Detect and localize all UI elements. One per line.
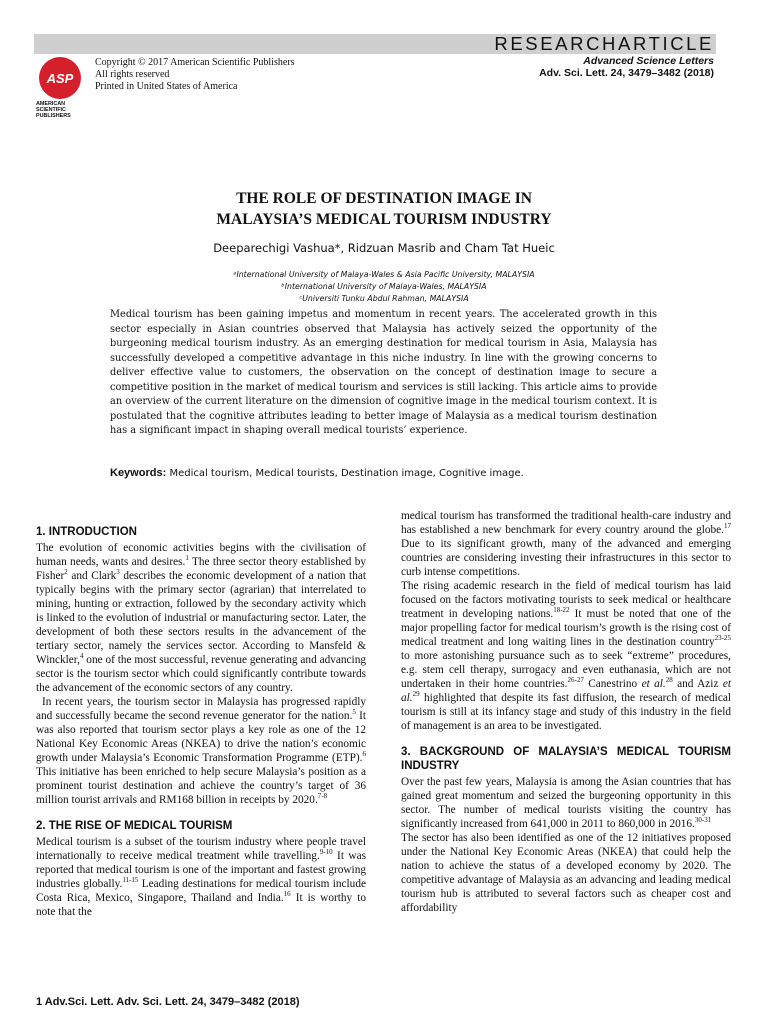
paragraph: medical tourism has transformed the traditional health-care industry and has established a new benchmark for every country around the globe.$^{17}$ Due to its significant growth, many of the advanced and emerging countries are considering investing their infrastructures in this sector to curb intense competitions. xyxy=(401,510,731,578)
affiliations xyxy=(0,269,768,305)
right-column xyxy=(401,509,731,915)
article-type: RESEARCHARTICLE xyxy=(494,33,714,54)
keywords xyxy=(110,467,670,479)
logo-text: AMERICAN SCIENTIFIC PUBLISHERS xyxy=(36,101,71,119)
copyright-line: All rights reserved xyxy=(95,69,170,80)
page-footer: 1 Adv.Sci. Lett. Adv. Sci. Lett. 24, 3479–3482 (2018) xyxy=(36,996,300,1008)
asp-logo-icon: ASP xyxy=(39,57,81,99)
copyright-line: Printed in United States of America xyxy=(95,81,238,92)
title-line: THE ROLE OF DESTINATION IMAGE IN xyxy=(236,190,532,207)
paragraph: Over the past few years, Malaysia is among the Asian countries that has gained great momentum and seized the burgeoning opportunity in this sector. The number of medical tourists visiting the country has significantly increased from 641,000 in 2011 to 860,000 in 2016.$^{30-31}$ xyxy=(401,776,731,830)
publisher-logo xyxy=(36,57,96,119)
paper-title xyxy=(0,188,768,230)
paragraph: Medical tourism is a subset of the tourism industry where people travel internationally to receive medical treatment while travelling.$^{9-10}$ It was reported that medical tourism is one of the important and fastest growing industries globally.$^{11-15}$ Leading destinations for medical tourism include Costa Rica, Mexico, Singapore, Thailand and India.$^{16}$ It is worthy to note that the xyxy=(36,836,366,918)
paragraph: The evolution of economic activities begins with the civilisation of human needs, wants and desires.$^1$ The three sector theory established by Fisher$^2$ and Clark$^3$ describes the economic development of a nation that typically begins with the primary sector (agrarian) that interrelated to mining, hunting or extraction, followed by the secondary activity which is linked to the evolution of industrial or manufacturing sector. Later, the development of both these sectors results in the advancement of the tertiary sector, namely the services sector. According to Mansfeld & Winckler,$^4$ one of the most successful, revenue generating and advancing sector is the tourism sector which could significantly contribute towards the advancement of the economic sectors of any country. xyxy=(36,542,366,694)
section-heading: 1. INTRODUCTION xyxy=(36,526,137,538)
paragraph: The sector has also been identified as one of the 12 initiatives proposed under the National Key Economic Areas (NKEA) that could help the nation to achieve the status of a developed economy by 2020. The competitive advantage of Malaysia as an advancing and leading medical tourism hub is attributed to several factors such as cheaper cost and affordability xyxy=(401,832,731,914)
copyright-line: Copyright © 2017 American Scientific Publishers xyxy=(95,57,295,68)
affiliation: ᶜUniversiti Tunku Abdul Rahman, MALAYSIA xyxy=(299,294,469,303)
keywords-text: Medical tourism, Medical tourists, Destination image, Cognitive image. xyxy=(169,468,524,479)
authors: Deeparechigi Vashua*, Ridzuan Masrib and Cham Tat Hueic xyxy=(213,241,555,255)
paragraph: In recent years, the tourism sector in Malaysia has progressed rapidly and successfully became the second revenue generator for the nation.$^5$ It was also reported that tourism sector plays a key role as one of the 12 National Key Economic Areas (NKEA) to drive the nation’s economic growth under Malaysia’s Economic Transformation Programme (ETP).$^6$ This initiative has been enriched to help secure Malaysia’s position as a prominent tourist destination and achieve the country’s target of 36 million tourist arrivals and RM168 billion in receipts by 2020.$^{7-8}$ xyxy=(36,696,366,806)
left-column xyxy=(36,525,366,919)
keywords-label: Keywords: xyxy=(110,467,167,479)
journal-name: Advanced Science Letters xyxy=(583,55,714,67)
citation: Adv. Sci. Lett. 24, 3479–3482 (2018) xyxy=(539,67,714,79)
title-line: MALAYSIA’S MEDICAL TOURISM INDUSTRY xyxy=(216,211,552,228)
affiliation: ᵇInternational University of Malaya-Wales, MALAYSIA xyxy=(281,282,487,291)
paragraph: The rising academic research in the field of medical tourism has laid focused on the factors motivating tourists to seek medical or healthcare treatment in developing nations.$^{18-22}$ It must be noted that one of the major propelling factor for medical tourism’s growth is the rising cost of medical treatment and long waiting lines in the destination country$^{23-25}$ to more astonishing pursuance such as to seek “extreme” procedures, e.g. stem cell therapy, surrogacy and even euthanasia, which are not undertaken in their home countries.$^{26-27}$ Canestrino et al.$^{28}$ and Aziz et al.$^{29}$ highlighted that despite its fast diffusion, the research of medical tourism is still at its infancy stage and study of this industry in the field of management is an area to be investigated. xyxy=(401,580,731,732)
affiliation: ᵃInternational University of Malaya-Wales & Asia Pacific University, MALAYSIA xyxy=(233,270,535,279)
copyright-block xyxy=(95,57,295,93)
abstract: Medical tourism has been gaining impetus and momentum in recent years. The accelerated growth in this sector especially in Asian countries observed that Malaysia has actively seized the opportunity of the burgeoning medical tourism industry. As an emerging destination for medical tourism in Asia, Malaysia has successfully developed a competitive advantage in this niche industry. In line with the growing concerns to deliver effective value to customers, the observation on the concept of destination image to secure a competitive position in the market of medical tourism and services is still lacking. This article aims to provide an overview of the current literature on the dimension of cognitive image in the medical tourism context. It is postulated that the cognitive attributes leading to better image of Malaysia as a medical tourism destination has a significant impact in shaping overall medical tourists’ experience. xyxy=(110,309,657,436)
section-heading: 3. BACKGROUND OF MALAYSIA’S MEDICAL TOURISM INDUSTRY xyxy=(401,746,731,772)
section-heading: 2. THE RISE OF MEDICAL TOURISM xyxy=(36,820,233,832)
